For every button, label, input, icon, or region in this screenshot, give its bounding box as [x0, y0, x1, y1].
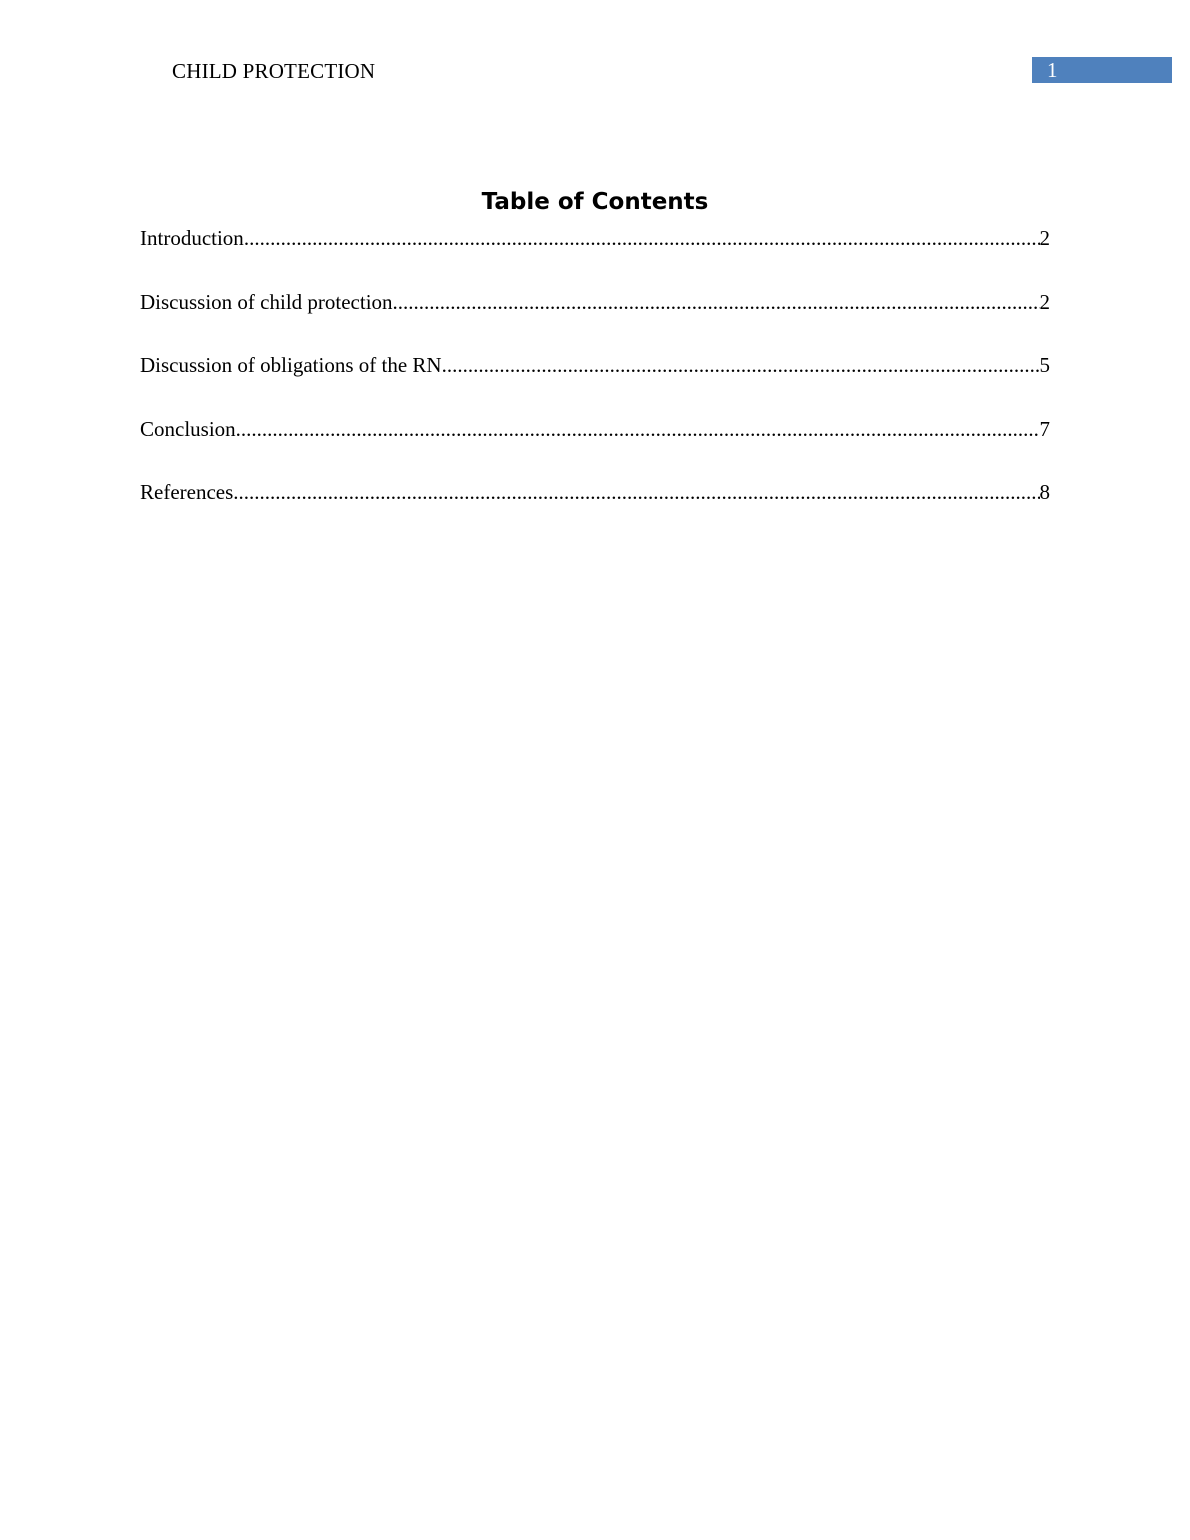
- toc-entry-page: 2: [1039, 226, 1050, 250]
- toc-entry-discussion-obligations-rn[interactable]: [140, 351, 1050, 415]
- toc-entry-page: 7: [1039, 416, 1050, 441]
- toc-entry-page: 5: [1039, 353, 1050, 377]
- toc-dot-leader: [393, 288, 1040, 316]
- toc-entry-page: 2: [1039, 289, 1050, 314]
- toc-entry-label: Introduction: [140, 226, 244, 250]
- toc-dot-leader: [442, 351, 1040, 379]
- toc-entry-label: References: [140, 480, 234, 504]
- toc-entry-label: Discussion of obligations of the RN: [140, 353, 442, 377]
- toc-entry-discussion-child-protection[interactable]: [140, 288, 1050, 352]
- toc-entry-label: Discussion of child protection: [140, 289, 393, 314]
- toc-title: Table of Contents: [481, 189, 709, 215]
- page-number-box: [1032, 57, 1172, 83]
- toc-entry-page: 8: [1039, 480, 1050, 504]
- toc-dot-leader: [233, 478, 1039, 506]
- running-head: CHILD PROTECTION: [172, 59, 376, 83]
- toc-dot-leader: [244, 224, 1040, 252]
- toc-entry-conclusion[interactable]: [140, 415, 1050, 479]
- toc-entry-introduction[interactable]: [140, 224, 1050, 288]
- table-of-contents: [140, 224, 1050, 542]
- page-number: 1: [1047, 58, 1058, 82]
- toc-entry-label: Conclusion: [140, 416, 236, 441]
- toc-dot-leader: [236, 415, 1040, 443]
- toc-entry-references[interactable]: [140, 478, 1050, 542]
